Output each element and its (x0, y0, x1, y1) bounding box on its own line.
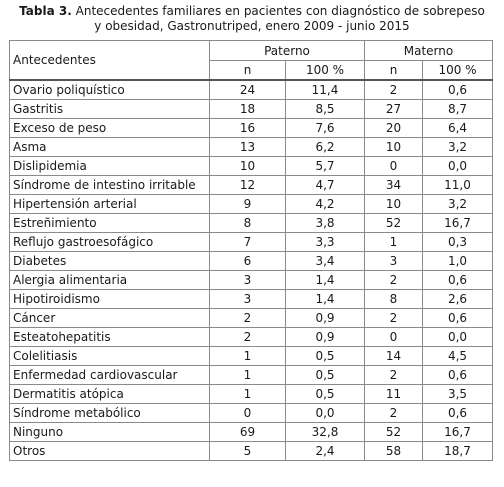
cell-paterno-n: 13 (210, 138, 286, 157)
cell-materno-n: 34 (365, 176, 423, 195)
caption-line-2: y obesidad, Gastronutriped, enero 2009 - junio 2015 (94, 19, 410, 33)
table-row (10, 404, 493, 423)
cell-paterno-pct: 0,0 (286, 404, 365, 423)
cell-row-label: Síndrome de intestino irritable (10, 176, 210, 195)
cell-row-label: Alergia alimentaria (10, 271, 210, 290)
cell-materno-pct: 18,7 (423, 442, 493, 461)
cell-paterno-pct: 32,8 (286, 423, 365, 442)
cell-materno-n: 0 (365, 157, 423, 176)
cell-paterno-pct: 8,5 (286, 100, 365, 119)
table-row (10, 100, 493, 119)
cell-paterno-pct: 3,8 (286, 214, 365, 233)
cell-materno-n: 58 (365, 442, 423, 461)
cell-materno-n: 2 (365, 366, 423, 385)
cell-paterno-pct: 7,6 (286, 119, 365, 138)
table-row (10, 233, 493, 252)
cell-materno-pct: 3,2 (423, 195, 493, 214)
table-row (10, 195, 493, 214)
cell-row-label: Reflujo gastroesofágico (10, 233, 210, 252)
cell-paterno-pct: 1,4 (286, 290, 365, 309)
cell-paterno-pct: 0,9 (286, 328, 365, 347)
cell-paterno-pct: 2,4 (286, 442, 365, 461)
cell-materno-pct: 0,6 (423, 366, 493, 385)
cell-row-label: Síndrome metabólico (10, 404, 210, 423)
cell-paterno-n: 7 (210, 233, 286, 252)
cell-row-label: Ovario poliquístico (10, 80, 210, 100)
cell-materno-n: 10 (365, 195, 423, 214)
cell-paterno-pct: 3,3 (286, 233, 365, 252)
cell-paterno-n: 5 (210, 442, 286, 461)
cell-materno-pct: 1,0 (423, 252, 493, 271)
cell-paterno-pct: 0,5 (286, 385, 365, 404)
cell-materno-n: 0 (365, 328, 423, 347)
cell-row-label: Asma (10, 138, 210, 157)
cell-paterno-n: 8 (210, 214, 286, 233)
cell-materno-pct: 0,6 (423, 271, 493, 290)
table-row (10, 385, 493, 404)
cell-row-label: Ninguno (10, 423, 210, 442)
cell-paterno-pct: 4,2 (286, 195, 365, 214)
cell-materno-n: 52 (365, 214, 423, 233)
table-row (10, 80, 493, 100)
cell-paterno-n: 2 (210, 309, 286, 328)
cell-row-label: Colelitiasis (10, 347, 210, 366)
row-header: Antecedentes (10, 41, 210, 81)
cell-materno-pct: 0,0 (423, 157, 493, 176)
cell-materno-pct: 16,7 (423, 423, 493, 442)
cell-row-label: Otros (10, 442, 210, 461)
cell-paterno-n: 12 (210, 176, 286, 195)
cell-materno-pct: 4,5 (423, 347, 493, 366)
subheader-materno-n: n (365, 61, 423, 81)
cell-materno-pct: 16,7 (423, 214, 493, 233)
data-table (9, 40, 493, 461)
cell-materno-pct: 3,5 (423, 385, 493, 404)
table-row (10, 176, 493, 195)
cell-row-label: Gastritis (10, 100, 210, 119)
cell-row-label: Hipotiroidismo (10, 290, 210, 309)
cell-materno-pct: 0,6 (423, 309, 493, 328)
cell-paterno-pct: 5,7 (286, 157, 365, 176)
table-row (10, 309, 493, 328)
cell-materno-n: 52 (365, 423, 423, 442)
cell-paterno-pct: 0,5 (286, 366, 365, 385)
cell-paterno-n: 0 (210, 404, 286, 423)
cell-paterno-n: 1 (210, 347, 286, 366)
cell-materno-n: 3 (365, 252, 423, 271)
cell-materno-n: 11 (365, 385, 423, 404)
cell-paterno-n: 1 (210, 366, 286, 385)
table-row (10, 366, 493, 385)
cell-materno-n: 8 (365, 290, 423, 309)
cell-row-label: Cáncer (10, 309, 210, 328)
cell-materno-n: 10 (365, 138, 423, 157)
subheader-paterno-n: n (210, 61, 286, 81)
cell-row-label: Diabetes (10, 252, 210, 271)
table-row (10, 328, 493, 347)
cell-materno-pct: 3,2 (423, 138, 493, 157)
cell-paterno-pct: 3,4 (286, 252, 365, 271)
cell-materno-pct: 8,7 (423, 100, 493, 119)
table-row (10, 442, 493, 461)
cell-paterno-pct: 11,4 (286, 80, 365, 100)
cell-row-label: Estreñimiento (10, 214, 210, 233)
cell-materno-n: 2 (365, 309, 423, 328)
cell-paterno-pct: 4,7 (286, 176, 365, 195)
cell-row-label: Hipertensión arterial (10, 195, 210, 214)
cell-paterno-n: 69 (210, 423, 286, 442)
cell-paterno-pct: 0,5 (286, 347, 365, 366)
cell-paterno-n: 6 (210, 252, 286, 271)
cell-materno-n: 27 (365, 100, 423, 119)
cell-row-label: Exceso de peso (10, 119, 210, 138)
table-body (10, 80, 493, 461)
cell-materno-n: 2 (365, 404, 423, 423)
table-row (10, 252, 493, 271)
cell-row-label: Esteatohepatitis (10, 328, 210, 347)
subheader-materno-pct: 100 % (423, 61, 493, 81)
table-row (10, 347, 493, 366)
table-row (10, 214, 493, 233)
subheader-paterno-pct: 100 % (286, 61, 365, 81)
cell-materno-pct: 6,4 (423, 119, 493, 138)
table-row (10, 138, 493, 157)
cell-paterno-n: 3 (210, 271, 286, 290)
cell-materno-n: 1 (365, 233, 423, 252)
cell-materno-n: 2 (365, 80, 423, 100)
table-row (10, 119, 493, 138)
cell-paterno-pct: 6,2 (286, 138, 365, 157)
cell-paterno-n: 3 (210, 290, 286, 309)
cell-row-label: Enfermedad cardiovascular (10, 366, 210, 385)
cell-materno-pct: 0,0 (423, 328, 493, 347)
cell-paterno-n: 24 (210, 80, 286, 100)
cell-materno-pct: 2,6 (423, 290, 493, 309)
cell-row-label: Dermatitis atópica (10, 385, 210, 404)
cell-paterno-n: 9 (210, 195, 286, 214)
table-row (10, 290, 493, 309)
group-header-paterno: Paterno (210, 41, 365, 61)
table-row (10, 157, 493, 176)
cell-paterno-pct: 0,9 (286, 309, 365, 328)
table-row (10, 271, 493, 290)
cell-paterno-n: 16 (210, 119, 286, 138)
cell-paterno-n: 18 (210, 100, 286, 119)
cell-paterno-n: 2 (210, 328, 286, 347)
caption-label: Tabla 3. (19, 4, 72, 18)
cell-row-label: Dislipidemia (10, 157, 210, 176)
cell-paterno-pct: 1,4 (286, 271, 365, 290)
cell-materno-pct: 0,6 (423, 404, 493, 423)
group-header-materno: Materno (365, 41, 493, 61)
cell-materno-pct: 0,3 (423, 233, 493, 252)
cell-materno-pct: 11,0 (423, 176, 493, 195)
cell-paterno-n: 10 (210, 157, 286, 176)
cell-paterno-n: 1 (210, 385, 286, 404)
table-caption (9, 4, 495, 34)
cell-materno-n: 2 (365, 271, 423, 290)
cell-materno-n: 14 (365, 347, 423, 366)
caption-line-1: Antecedentes familiares en pacientes con diagnóstico de sobrepeso (75, 4, 485, 18)
cell-materno-pct: 0,6 (423, 80, 493, 100)
cell-materno-n: 20 (365, 119, 423, 138)
table-row (10, 423, 493, 442)
